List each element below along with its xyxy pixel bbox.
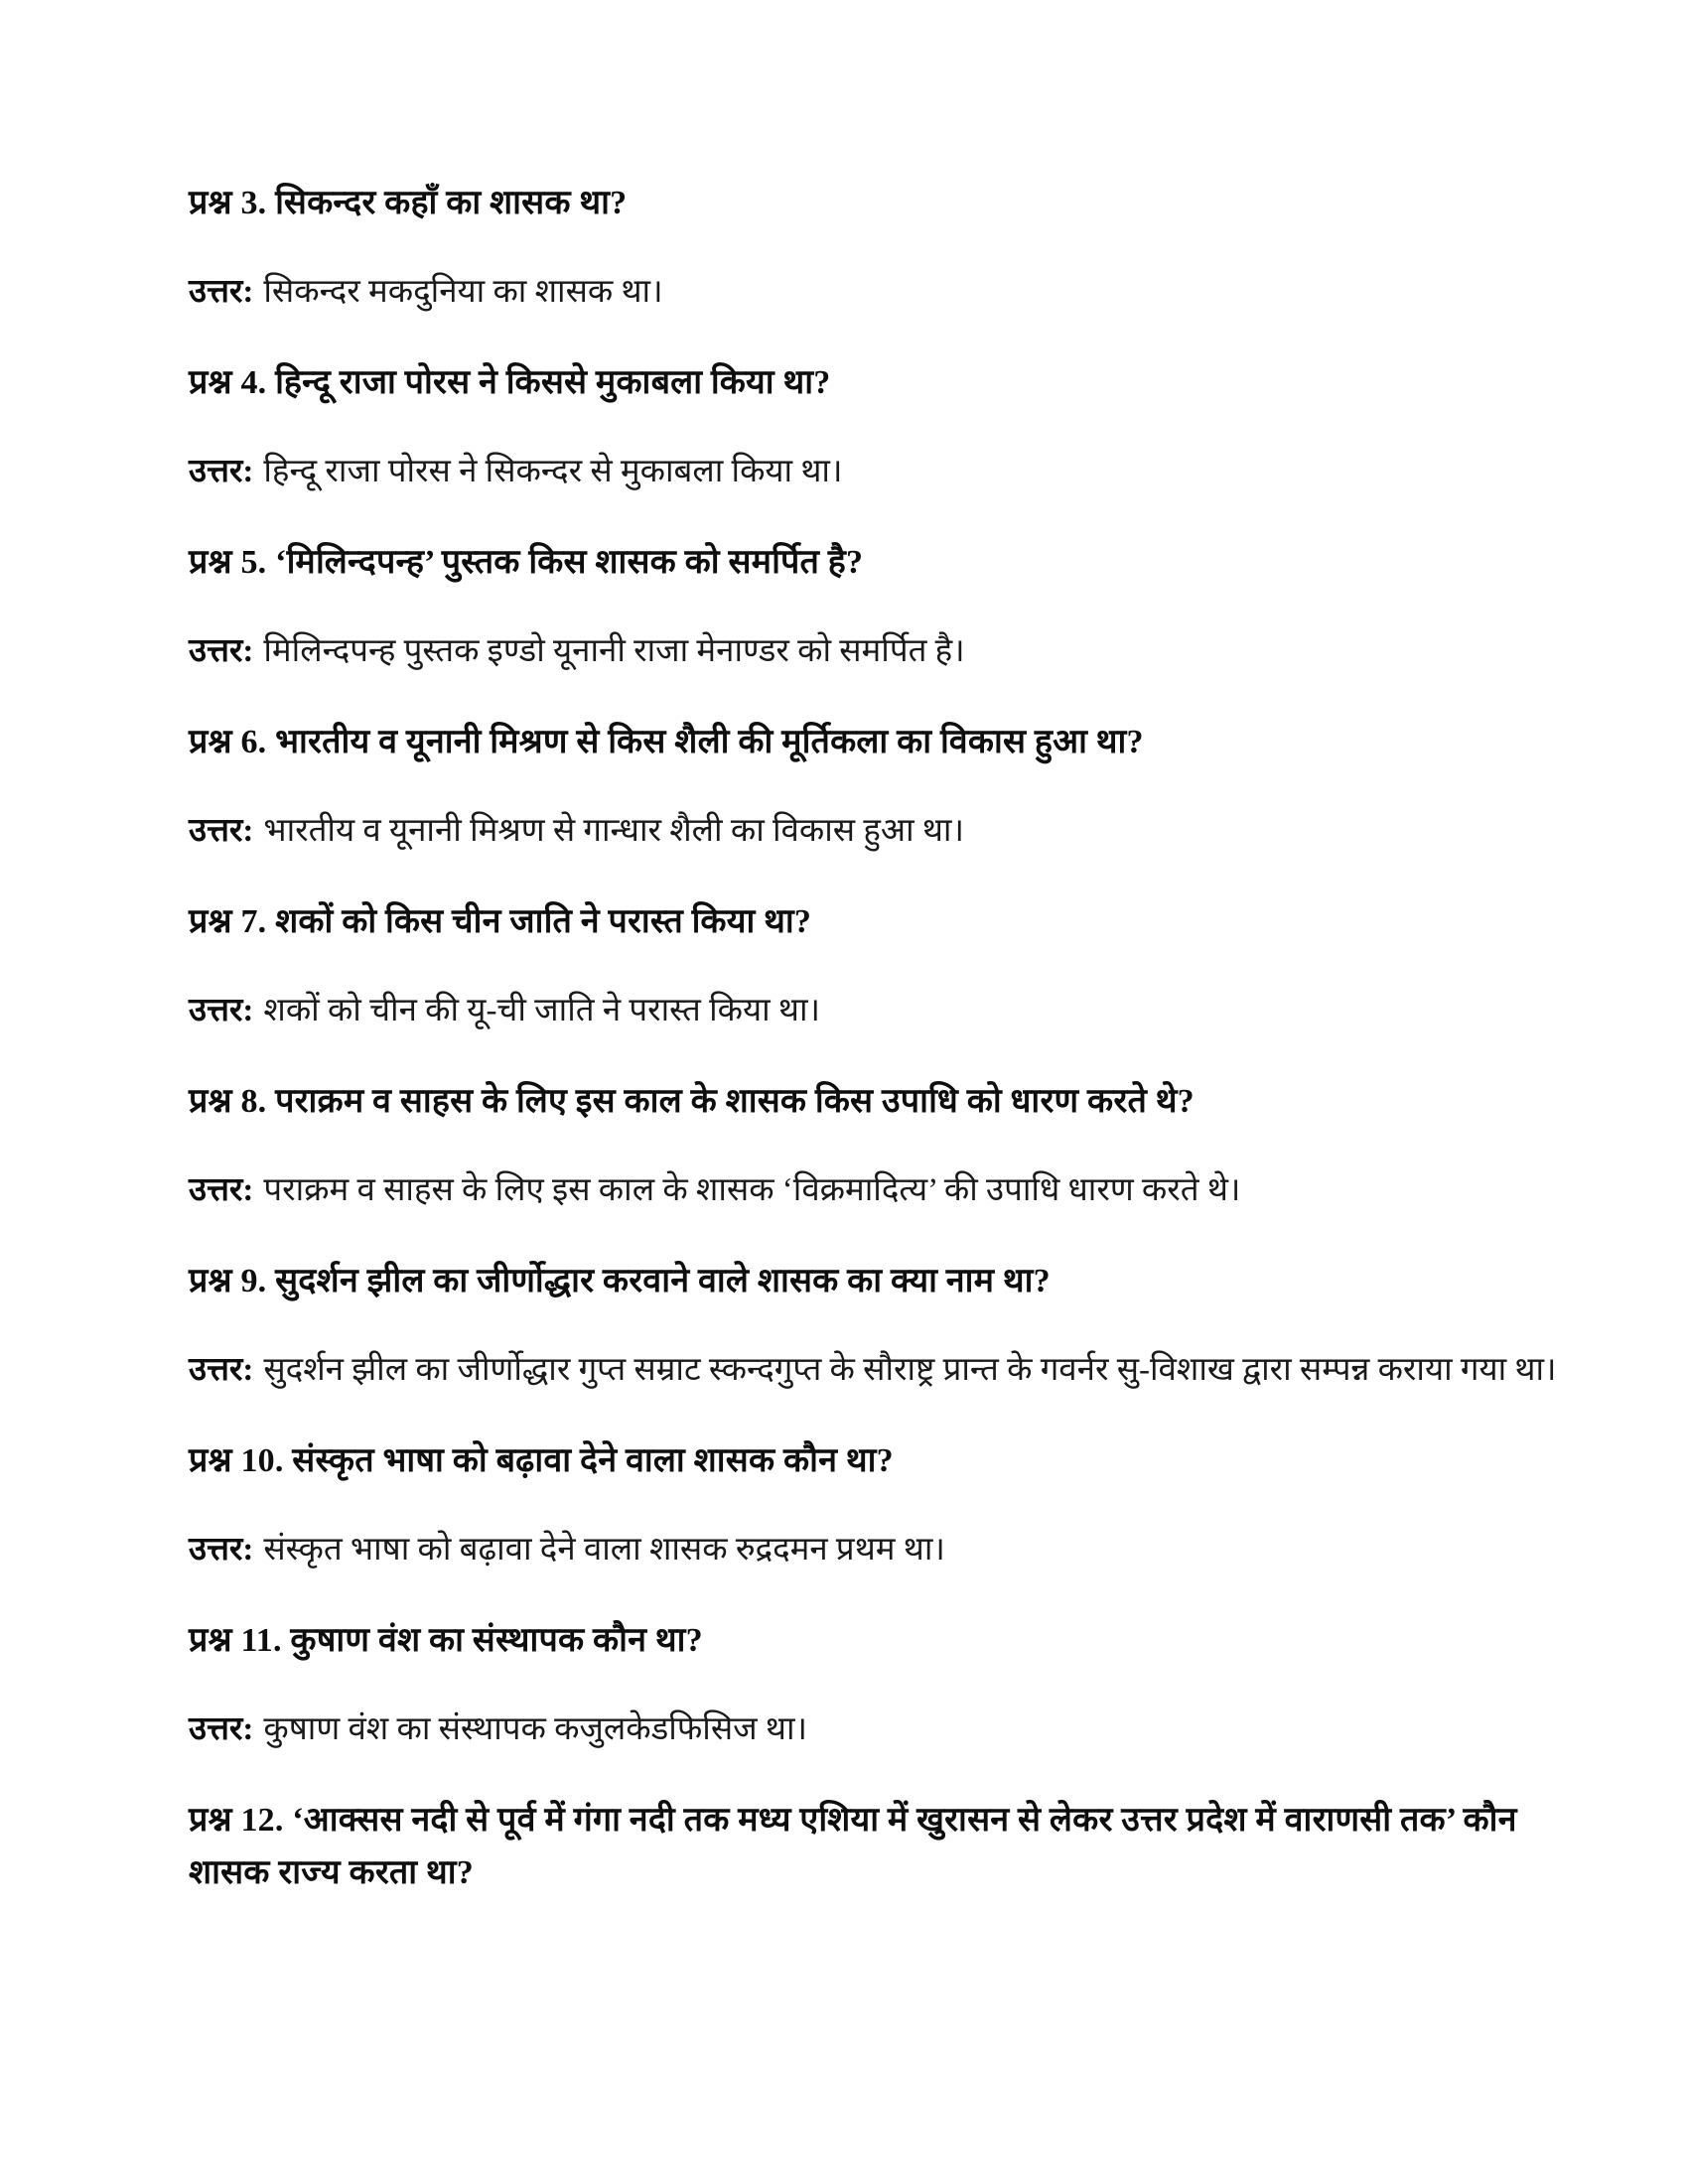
answer-text [189,446,1579,498]
answer-label: उत्तर: [189,633,254,669]
answer-text [189,1704,1579,1756]
answer-label: उत्तर: [189,454,254,489]
answer-label: उत्तर: [189,1352,254,1388]
answer-label: उत्तर: [189,274,254,310]
answer-text [189,1164,1579,1217]
question-text: प्रश्न 9. सुदर्शन झील का जीर्णोद्धार करवाने वाले शासक का क्या नाम था? [189,1263,1051,1299]
qa-item-5 [189,536,1579,678]
answer-text [189,1524,1579,1576]
qa-item-7 [189,895,1579,1037]
answer-body: शकों को चीन की यू-ची जाति ने परास्त किया था। [263,993,821,1028]
qa-item-6 [189,716,1579,858]
question-text: प्रश्न 3. सिकन्दर कहाँ का शासक था? [189,185,628,221]
answer-text [189,985,1579,1037]
answer-body: कुषाण वंश का संस्थापक कजुलकेडफिसिज था। [263,1711,808,1747]
answer-label: उत्तर: [189,813,254,849]
question-text: प्रश्न 4. हिन्दू राजा पोरस ने किससे मुकाबला किया था? [189,364,831,401]
question-text: प्रश्न 5. ‘मिलिन्दपन्ह’ पुस्तक किस शासक को समर्पित है? [189,544,864,581]
qa-item-11 [189,1614,1579,1756]
answer-label: उत्तर: [189,1532,254,1568]
question-text: प्रश्न 11. कुषाण वंश का संस्थापक कौन था? [189,1622,703,1659]
answer-body: संस्कृत भाषा को बढ़ावा देने वाला शासक रुद्रदमन प्रथम था। [263,1532,945,1568]
question-text: प्रश्न 10. संस्कृत भाषा को बढ़ावा देने वाला शासक कौन था? [189,1442,894,1479]
qa-item-8 [189,1075,1579,1217]
question-text: प्रश्न 6. भारतीय व यूनानी मिश्रण से किस शैली की मूर्तिकला का विकास हुआ था? [189,724,1144,760]
question-text: प्रश्न 8. पराक्रम व साहस के लिए इस काल के शासक किस उपाधि को धारण करते थे? [189,1083,1195,1120]
answer-body: सिकन्दर मकदुनिया का शासक था। [263,274,663,310]
answer-body: मिलिन्दपन्ह पुस्तक इण्डो यूनानी राजा मेनाण्डर को समर्पित है। [263,633,965,669]
question-text: प्रश्न 12. ‘आक्सस नदी से पूर्व में गंगा नदी तक मध्य एशिया में खुरासन से लेकर उत्तर प्रदेश में वाराणसी तक’ कौन शासक राज्य करता था? [189,1802,1517,1891]
answer-body: पराक्रम व साहस के लिए इस काल के शासक ‘विक्रमादित्य’ की उपाधि धारण करते थे। [263,1172,1241,1208]
qa-item-3 [189,177,1579,319]
qa-content [189,177,1579,1937]
qa-item-4 [189,356,1579,498]
answer-body: सुदर्शन झील का जीर्णोद्धार गुप्त सम्राट स्कन्दगुप्त के सौराष्ट्र प्रान्त के गवर्नर सु-विशाख द्वारा सम्पन्न कराया गया था। [263,1352,1557,1388]
answer-body: भारतीय व यूनानी मिश्रण से गान्धार शैली का विकास हुआ था। [263,813,964,849]
answer-label: उत्तर: [189,1711,254,1747]
question-text: प्रश्न 7. शकों को किस चीन जाति ने परास्त किया था? [189,903,812,940]
answer-label: उत्तर: [189,993,254,1028]
qa-item-12 [189,1794,1579,1899]
qa-item-9 [189,1255,1579,1397]
answer-text [189,805,1579,858]
answer-body: हिन्दू राजा पोरस ने सिकन्दर से मुकाबला किया था। [263,454,843,489]
answer-text [189,266,1579,319]
answer-label: उत्तर: [189,1172,254,1208]
answer-text [189,1344,1579,1397]
qa-item-10 [189,1434,1579,1576]
answer-text [189,625,1579,678]
